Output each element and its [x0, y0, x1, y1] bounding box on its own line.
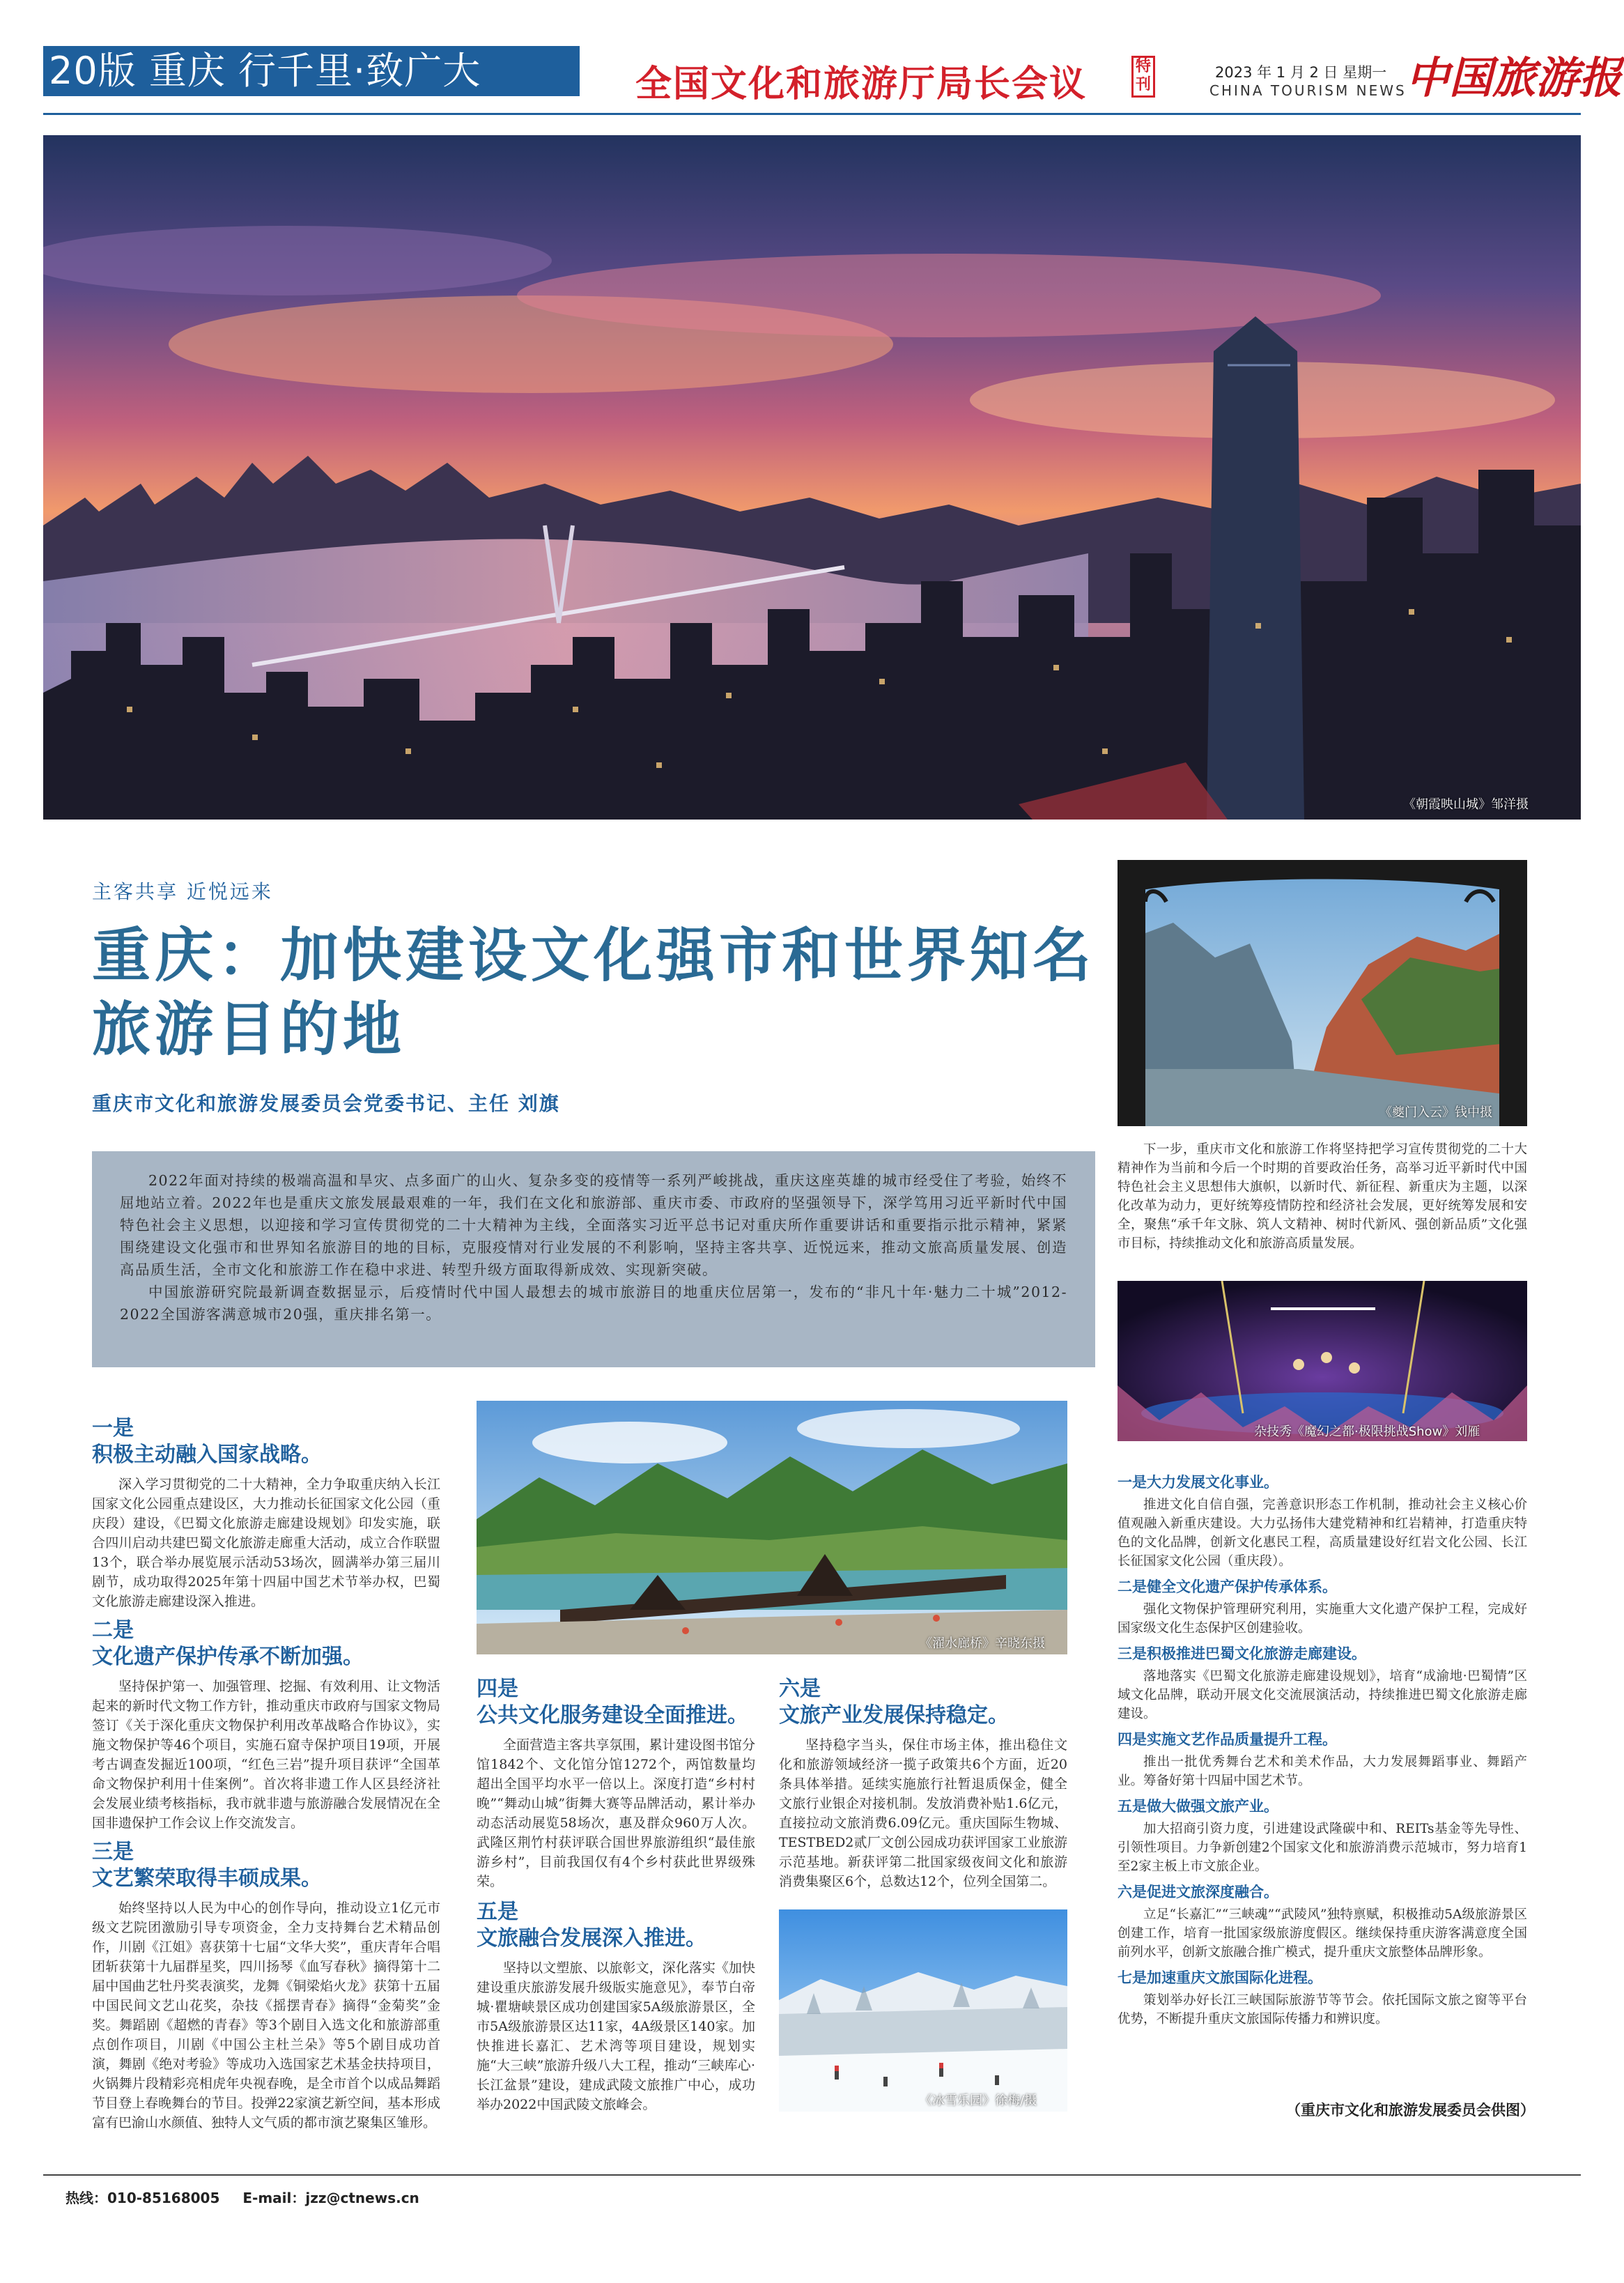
section-title: 文艺繁荣取得丰硕成果。 [92, 1866, 322, 1891]
plan-title: 四是实施文艺作品质量提升工程。 [1118, 1731, 1337, 1748]
main-skyline-photo [43, 135, 1581, 820]
section-title: 公共文化服务建设全面推进。 [477, 1703, 748, 1728]
conference-title: 全国文化和旅游厅局长会议 [635, 63, 1088, 105]
section-body: 坚持稳字当头，保住市场主体，推出稳住文化和旅游领域经济一揽子政策共6个方面，近20条具体举措。延续实施旅行社暂退质保金，健全文旅行业银企对接机制。发放消费补贴1.6亿元，直接拉动文旅消费6.09亿元。重庆国际生物城、TESTBED2贰厂文创公园成功获评国家工业旅游示范基地。新获评第二批国家级夜间文化和旅游消费集聚区6个，总数达12个，位列全国第二。 [779, 1737, 1067, 1889]
snow-park-photo [779, 1909, 1067, 2112]
snow-photo-caption: 《冰雪乐园》徐梅/摄 [920, 2093, 1037, 2108]
plan-title: 二是健全文化遗产保护传承体系。 [1118, 1578, 1337, 1595]
section-title: 积极主动融入国家战略。 [92, 1443, 322, 1467]
summary-paragraph: 2022年面对持续的极端高温和旱灾、点多面广的山火、复杂多变的疫情等一系列严峻挑战，重庆这座英雄的城市经受住了考验，始终不屈地站立着。2022年也是重庆文旅发展最艰难的一年，我们在文化和旅游部、重庆市委、市政府的坚强领导下，深学笃用习近平新时代中国特色社会主义思想，以迎接和学习宣传贯彻党的二十大精神为主线，全面落实习近平总书记对重庆所作重要讲话和重要指示批示精神，紧紧围绕建设文化强市和世界知名旅游目的地的目标，克服疫情对行业发展的不利影响，坚持主客共享、近悦远来，推动文旅高质量发展、创造高品质生活，全市文化和旅游工作在稳中求进、转型升级方面取得新成效、实现新突破。 [120, 1172, 1067, 1278]
plan-body: 立足“长嘉汇”“三峡魂”“武陵风”独特禀赋，积极推动5A级旅游景区创建工作，培育一批国家级旅游度假区。继续保持重庆游客满意度全国前列水平，创新文旅融合推广模式，提升重庆文旅整体品牌形象。 [1118, 1907, 1527, 1960]
plan-body: 加大招商引资力度，引进建设武隆碳中和、REITs基金等先导性、引领性项目。力争新创建2个国家文化和旅游消费示范城市，努力培育1至2家主板上市文旅企业。 [1118, 1822, 1527, 1874]
section-body: 深入学习贯彻党的二十大精神，全力争取重庆纳入长江国家文化公园重点建设区，大力推动长征国家文化公园（重庆段）建设，《巴蜀文化旅游走廊建设规划》印发实施，联合四川启动共建巴蜀文化旅游走廊重大活动，成立合作联盟13个，联合举办展览展示活动53场次，圆满举办第三届川剧节，成功取得2025年第十四届中国艺术节举办权，巴蜀文化旅游走廊建设深入推进。 [92, 1477, 440, 1609]
section-title: 文化遗产保护传承不断加强。 [92, 1645, 364, 1669]
section-number: 五是 [477, 1900, 518, 1924]
section-number: 四是 [477, 1677, 518, 1701]
footer-rule [43, 2174, 1581, 2176]
left-column [92, 1416, 440, 2135]
newspaper-logo: 中国旅游报 [1406, 52, 1623, 103]
section-number: 三是 [92, 1840, 134, 1864]
footer-email: E-mail：jzz@ctnews.cn [242, 2190, 419, 2206]
article-headline: 重庆：加快建设文化强市和世界知名旅游目的地 [92, 921, 1096, 1063]
issue-date: 2023 年 1 月 2 日 星期一 [1215, 64, 1387, 81]
plan-body: 策划举办好长江三峡国际旅游节等节会。依托国际文旅之窗等平台优势，不断提升重庆文旅国际传播力和辨识度。 [1118, 1993, 1527, 2027]
show-photo-caption: 杂技秀《魔幻之都·极限挑战Show》刘雁 [1254, 1424, 1480, 1439]
section-body: 坚持保护第一、加强管理、挖掘、有效利用、让文物活起来的新时代文物工作方针，推动重庆市政府与国家文物局签订《关于深化重庆文物保护利用改革战略合作协议》，实施文物保护等46个项目，实施石窟寺保护项目19项，开展考古调查发掘近100项，“红色三岩”提升项目获评“全国革命文物保护利用十佳案例”。首次将非遗工作人区县经济社会发展业绩考核指标，我市就非遗与旅游融合发展情况在全国非遗保护工作会议上作交流发言。 [92, 1679, 440, 1831]
article-kicker: 主客共享 近悦远来 [92, 880, 273, 903]
article-byline: 重庆市文化和旅游发展委员会党委书记、主任 刘旗 [92, 1092, 560, 1115]
section-number: 二是 [92, 1618, 134, 1643]
article-summary-box [92, 1151, 1095, 1367]
photo-credit: （重庆市文化和旅游发展委员会供图） [1286, 2102, 1535, 2119]
section-number: 一是 [92, 1416, 134, 1440]
plan-title: 五是做大做强文旅产业。 [1118, 1798, 1278, 1815]
plan-title: 七是加速重庆文旅国际化进程。 [1118, 1969, 1322, 1986]
acrobatics-show-photo [1118, 1281, 1527, 1441]
middle-column [477, 1677, 755, 2117]
plan-body: 推进文化自信自强，完善意识形态工作机制，推动社会主义核心价值观融入新重庆建设。大力弘扬伟大建党精神和红岩精神，打造重庆特色的文化品牌，创新文化惠民工程，高质量建设好红岩文化公园、长江长征国家文化公园（重庆段）。 [1118, 1498, 1527, 1569]
section-body: 始终坚持以人民为中心的创作导向，推动设立1亿元市级文艺院团激励引导专项资金，全力支持舞台艺术精品创作，川剧《江姐》喜获第十七届“文华大奖”，重庆青年合唱团斩获第十九届群星奖，四川扬琴《血写春秋》摘得第十二届中国曲艺牡丹奖表演奖，龙舞《铜梁焰火龙》获第十五届中国民间文艺山花奖，杂技《摇摆青春》摘得“金菊奖”金奖。舞蹈剧《超燃的青春》等3个剧目入选文化和旅游部重点创作项目，川剧《中国公主杜兰朵》等5个剧目成功首演，舞剧《绝对考验》等成功入选国家艺术基金扶持项目，火锅舞片段精彩亮相虎年央视春晚，是全市首个以成品舞蹈节目登上春晚舞台的节目。投弹22家演艺新空间，基本形成富有巴渝山水颜值、独特人文气质的都市演艺聚集区雏形。 [92, 1900, 440, 2130]
section-title: 文旅产业发展保持稳定。 [779, 1703, 1009, 1728]
special-issue-tag: 特刊 [1131, 56, 1155, 98]
footer-hotline: 热线：010-85168005 [65, 2190, 220, 2206]
page-section-banner: 20版 重庆 行千里·致广大 [43, 46, 580, 96]
section-body: 全面营造主客共享氛围，累计建设图书馆分馆1842个、文化馆分馆1272个，两馆数量均超出全国平均水平一倍以上。深度打造“乡村村晚”“舞动山城”街舞大赛等品牌活动，累计举办动态活动展览58场次，惠及群众960万人次。武隆区荆竹村获评联合国世界旅游组织“最佳旅游乡村”，目前我国仅有4个乡村获此世界级殊荣。 [477, 1737, 755, 1889]
plan-title: 三是积极推进巴蜀文化旅游走廊建设。 [1118, 1645, 1366, 1662]
header-rule [43, 113, 1581, 115]
section-number: 六是 [779, 1677, 821, 1701]
plan-body: 强化文物保护管理研究利用，实施重大文化遗产保护工程，完成好国家级文化生态保护区创建验收。 [1118, 1602, 1527, 1636]
intro-paragraph: 下一步，重庆市文化和旅游工作将坚持把学习宣传贯彻党的二十大精神作为当前和今后一个时期的首要政治任务，高举习近平新时代中国特色社会主义思想伟大旗帜，以新时代、新征程、新重庆为主题，以深化改革为动力，更好统筹疫情防控和经济社会发展，更好统筹发展和安全，聚焦“承千年文脉、筑人文精神、树时代新风、强创新品质”文化强市目标，持续推动文化和旅游高质量发展。 [1118, 1142, 1527, 1251]
plan-title: 一是大力发展文化事业。 [1118, 1474, 1278, 1491]
gorge-photo-caption: 《夔门入云》钱中摄 [1379, 1105, 1492, 1120]
covered-bridge-photo [477, 1401, 1067, 1654]
summary-paragraph: 中国旅游研究院最新调查数据显示，后疫情时代中国人最想去的城市旅游目的地重庆位居第一，发布的“非凡十年·魅力二十城”2012-2022全国游客满意城市20强，重庆排名第一。 [120, 1284, 1067, 1323]
middle-right-column [779, 1677, 1067, 1894]
plan-body: 推出一批优秀舞台艺术和美术作品，大力发展舞蹈事业、舞蹈产业。筹备好第十四届中国艺术节。 [1118, 1755, 1527, 1788]
right-column-intro [1118, 1140, 1527, 1256]
section-body: 坚持以文塑旅、以旅彰文，深化落实《加快建设重庆旅游发展升级版实施意见》，奉节白帝城·瞿塘峡景区成功创建国家5A级旅游景区，全市5A级旅游景区达11家，4A级景区140家。加快推进长嘉汇、艺术湾等项目建设，规划实施“大三峡”旅游升级八大工程，推动“三峡库心·长江盆景”建设，建成武陵文旅推广中心，成功举办2022中国武陵文旅峰会。 [477, 1960, 755, 2112]
section-title: 文旅融合发展深入推进。 [477, 1926, 706, 1951]
main-photo-caption: 《朝霞映山城》邹洋摄 [1403, 797, 1529, 812]
gorge-photo [1118, 860, 1527, 1126]
plan-body: 落地落实《巴蜀文化旅游走廊建设规划》，培育“成渝地·巴蜀情”区域文化品牌，联动开展文化交流展演活动，持续推进巴蜀文化旅游走廊建设。 [1118, 1669, 1527, 1721]
footer-contact [65, 2187, 438, 2207]
plan-title: 六是促进文旅深度融合。 [1118, 1884, 1278, 1900]
paper-name-english: CHINA TOURISM NEWS [1209, 82, 1407, 99]
right-column-plans [1118, 1466, 1527, 2031]
bridge-photo-caption: 《濯水廊桥》辛晓东摄 [920, 1636, 1045, 1651]
